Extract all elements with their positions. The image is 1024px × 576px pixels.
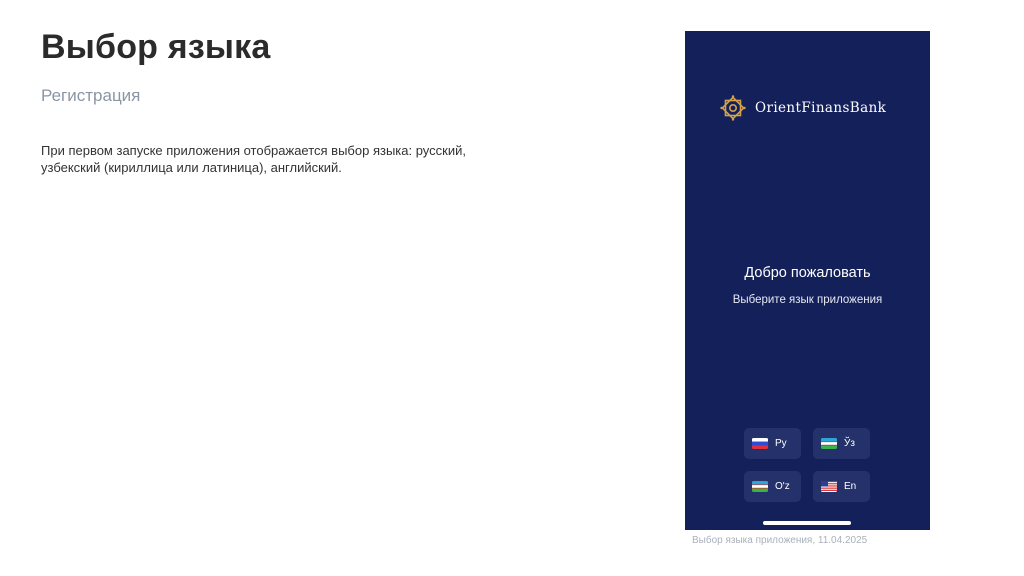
language-label: O'z [775,481,790,492]
page-title: Выбор языка [41,28,271,66]
home-indicator [763,521,851,525]
language-label: Ўз [844,438,855,449]
welcome-heading: Добро пожаловать [744,265,871,281]
russia-flag-icon [752,438,768,449]
language-button-uz-cyrillic[interactable] [813,428,870,459]
language-label: Ру [775,438,787,449]
app-screenshot [685,31,930,530]
logo-text: OrientFinansBank [755,100,887,116]
language-label: En [844,481,857,492]
uzbekistan-flag-icon [752,481,768,492]
uzbekistan-flag-icon [821,438,837,449]
choose-language-text: Выберите язык приложения [732,294,883,306]
page-subtitle: Регистрация [41,86,141,105]
usa-flag-icon [821,481,837,492]
description-text: При первом запуске приложения отображается выбор языка: русский, узбекский (кириллица или латиница), английский. [41,143,466,175]
language-button-en[interactable] [813,471,870,502]
bank-logo [719,94,886,122]
language-button-uz-latin[interactable] [744,471,801,502]
language-button-ru[interactable] [744,428,801,459]
star-emblem-icon [719,94,747,122]
screenshot-caption: Выбор языка приложения, 11.04.2025 [692,535,868,546]
